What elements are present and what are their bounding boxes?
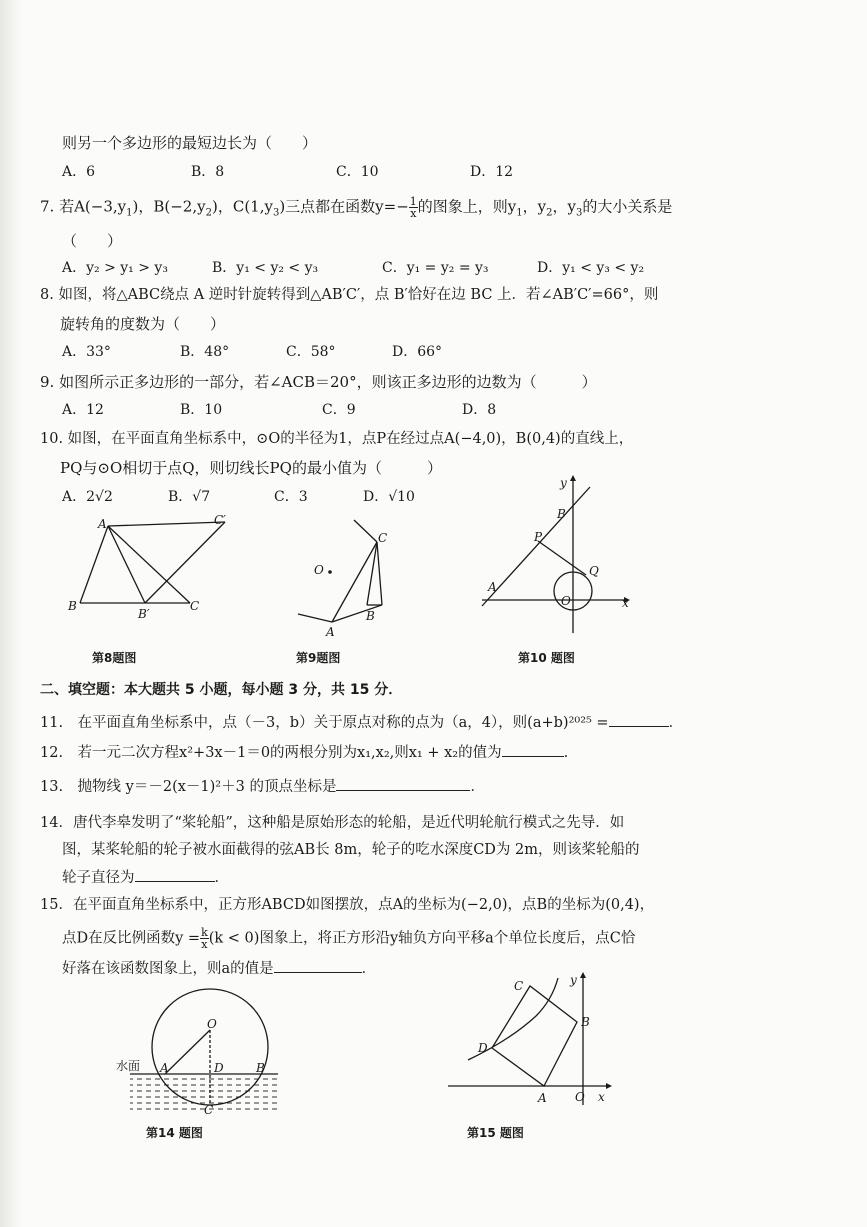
q15-line1: 15．在平面直角坐标系中，正方形ABCD如图摆放，点A的坐标为(−2,0)，点B的坐标为(0,4)，: [40, 897, 655, 913]
fig14-label-a: A: [160, 1061, 169, 1075]
q6-text: 则另一个多边形的最短边长为（ ）: [62, 134, 318, 152]
fig15-label-o: O: [575, 1090, 585, 1104]
q10-line2: PQ与⊙O相切于点Q，则切线长PQ的最小值为（ ）: [60, 459, 442, 477]
q7-option-c: C．y₁ = y₂ = y₃: [382, 260, 489, 276]
q10-line1: 10. 如图，在平面直角坐标系中，⊙O的半径为1，点P在经过点A(−4,0)，B(0,4)的直线上，: [40, 431, 634, 447]
q14-line1: 14．唐代李皋发明了“桨轮船”，这种船是原始形态的轮船，是近代明轮航行模式之先导．如: [40, 815, 625, 831]
q15-fraction: $\frac{k}{x}$: [201, 926, 208, 951]
fig15-label-c: C: [514, 979, 524, 993]
q15-answer-blank[interactable]: [274, 958, 362, 973]
fig14-label-c: C: [204, 1103, 214, 1117]
q12-answer-blank[interactable]: [502, 742, 564, 757]
q15-text: (k < 0)图象上，将正方形沿y轴负方向平移a个单位长度后，点C恰: [208, 930, 636, 947]
q7-part: 若A(−3,y: [59, 197, 127, 216]
q7-option-a: A．y₂ > y₁ > y₃: [62, 260, 168, 276]
fig9-label-b: B: [366, 609, 375, 623]
q7-fraction: $\frac{1}{x}$: [409, 195, 417, 220]
q10-option-b: B．√7: [168, 489, 211, 505]
question-11: 11. 在平面直角坐标系中，点（－3，b）关于原点对称的点为（a，4），则(a+b)²⁰²⁵ = ．: [40, 712, 683, 733]
fig15-label-y: y: [570, 973, 577, 987]
q6-option-b: B．8: [191, 164, 225, 180]
q10-option-a: A．2√2: [62, 489, 113, 505]
figure-15: [440, 970, 630, 1115]
q7-num: 7.: [40, 197, 55, 216]
fig15-label-a: A: [538, 1091, 547, 1105]
fig14-label-o: O: [207, 1017, 217, 1031]
q15-text: 好落在该函数图象上，则a的值是: [62, 961, 274, 977]
fig8-label-b: B: [68, 599, 77, 613]
q9-option-c: C．9: [322, 402, 356, 418]
q14-line2: 图，某桨轮船的轮子被水面截得的弦AB长 8m，轮子的吃水深度CD为 2m，则该桨轮船的: [62, 842, 640, 858]
figure-9: [292, 510, 412, 640]
q10-option-d: D．√10: [363, 489, 415, 505]
q7-paren: （ ）: [62, 232, 123, 250]
fig15-label-x: x: [598, 1090, 605, 1104]
q8-option-a: A．33°: [62, 344, 111, 360]
q11-answer-blank[interactable]: [609, 712, 669, 727]
q11-text: 11. 在平面直角坐标系中，点（－3，b）关于原点对称的点为（a，4），则(a+b)²⁰²⁵ =: [40, 715, 609, 731]
fig14-label-d: D: [214, 1061, 224, 1075]
q12-text: 12. 若一元二次方程x²+3x－1＝0的两根分别为x₁,x₂,则x₁ + x₂的值为: [40, 745, 502, 761]
figure-10: [478, 473, 638, 638]
fig9-label-a: A: [326, 625, 335, 639]
q7-part: )三点都在函数y=−: [279, 197, 409, 216]
q7-part: ，y: [552, 197, 576, 216]
fig15-caption: 第15 题图: [467, 1126, 524, 1140]
q14-text: 轮子直径为: [62, 870, 135, 886]
fig8-label-b-prime: B′: [138, 607, 150, 621]
fig10-label-p: P: [534, 530, 543, 544]
fig8-label-c: C: [190, 599, 200, 613]
figure-8: [60, 510, 240, 630]
fig10-caption: 第10 题图: [518, 651, 575, 665]
water-surface-label: 水面: [116, 1059, 141, 1073]
question-7: 7. 若$A(-3,y_1)$，$B(-2,y_2)$，$C(1,y_3)$三点都在函数y=− $\frac{1}{x}$ 的图象上，则$y_1$，$y_2$，$y_3$的大小关系是: [40, 195, 673, 220]
q6-option-a: A．6: [62, 164, 96, 180]
fig10-label-q: Q: [589, 564, 599, 578]
fig10-label-y: y: [560, 476, 567, 490]
q7-part: )，C(1,y: [211, 197, 273, 216]
q7-option-d: D．y₁ < y₃ < y₂: [537, 260, 645, 276]
q9-option-d: D．8: [462, 402, 497, 418]
q8-option-c: C．58°: [286, 344, 336, 360]
fig14-caption: 第14 题图: [146, 1126, 203, 1140]
q7-part: 的图象上，则y: [417, 197, 517, 216]
q7-option-b: B．y₁ < y₂ < y₃: [212, 260, 319, 276]
q15-text: 点D在反比例函数y =: [62, 930, 201, 947]
page-edge-shadow: [0, 0, 22, 1227]
q8-line2: 旋转角的度数为（ ）: [60, 315, 226, 333]
q6-option-c: C．10: [336, 164, 379, 180]
q15-line2: [62, 927, 635, 950]
q9-option-b: B．10: [180, 402, 223, 418]
q6-option-d: D．12: [470, 164, 514, 180]
q10-option-c: C．3: [274, 489, 308, 505]
q8-line1: 8. 如图，将△ABC绕点 A 逆时针旋转得到△AB′C′，点 B′恰好在边 BC 上．若∠AB′C′=66°，则: [40, 287, 659, 303]
fig9-label-o: O: [314, 563, 324, 577]
q9-option-a: A．12: [62, 402, 104, 418]
figure-14: [110, 980, 290, 1120]
fig8-label-a: A: [98, 517, 107, 531]
q13-text: 13. 抛物线 y＝－2(x－1)²＋3 的顶点坐标是: [40, 779, 337, 795]
q7-part: ，y: [522, 197, 547, 216]
q13-answer-blank[interactable]: [336, 776, 470, 791]
q8-option-b: B．48°: [180, 344, 230, 360]
fig10-label-a: A: [488, 580, 497, 594]
fig15-label-b: B: [581, 1015, 590, 1029]
fig8-caption: 第8题图: [92, 651, 137, 665]
fig10-label-x: x: [622, 596, 629, 610]
q7-part: 的大小关系是: [582, 197, 673, 216]
question-12: 12. 若一元二次方程x²+3x－1＝0的两根分别为x₁,x₂,则x₁ + x₂的值为 .: [40, 742, 568, 763]
fig8-label-c-prime: C′: [214, 513, 226, 527]
fig10-label-o: O: [561, 594, 571, 608]
fig15-label-d: D: [478, 1041, 488, 1055]
question-13: 13. 抛物线 y＝－2(x－1)²＋3 的顶点坐标是 ．: [40, 776, 485, 797]
fig9-label-c: C: [378, 531, 388, 545]
q14-line3: 轮子直径为 ．: [62, 867, 229, 888]
q8-option-d: D．66°: [392, 344, 443, 360]
q9-line1: 9. 如图所示正多边形的一部分，若∠ACB＝20°，则该正多边形的边数为（ ）: [40, 373, 597, 391]
q7-part: )，B(−2,y: [132, 197, 206, 216]
q14-answer-blank[interactable]: [135, 867, 215, 882]
fig10-label-b: B: [557, 507, 566, 521]
section-2-heading: 二、填空题：本大题共 5 小题，每小题 3 分，共 15 分．: [40, 682, 403, 698]
q15-line3: 好落在该函数图象上，则a的值是 ．: [62, 958, 376, 979]
fig9-caption: 第9题图: [296, 651, 341, 665]
fig14-label-b: B: [256, 1061, 265, 1075]
